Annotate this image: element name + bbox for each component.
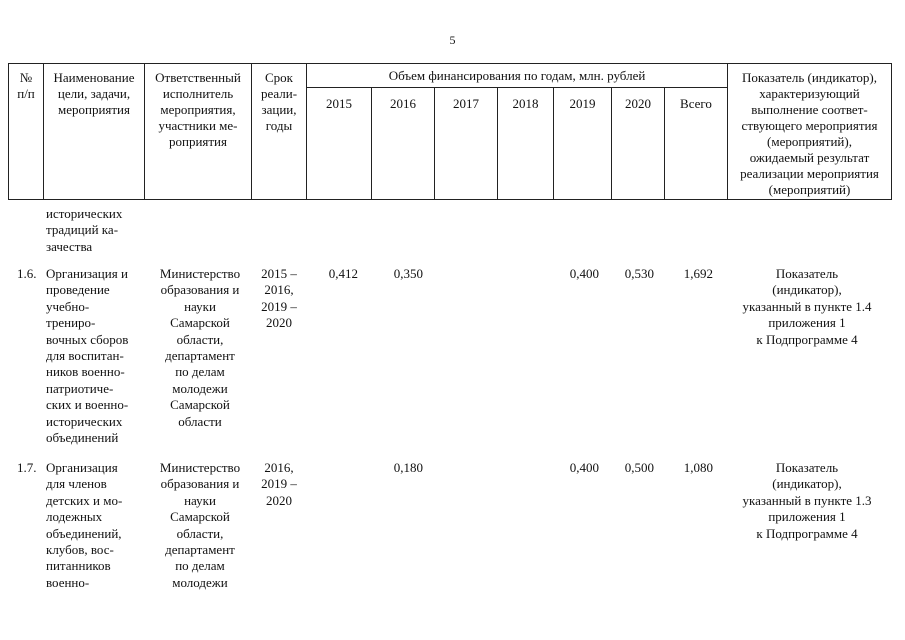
header-year-2020: 2020 [625,96,651,111]
header-year-cell [497,87,554,200]
header-year-cell [306,87,372,200]
header-num: № п/п [17,70,35,101]
header-year-2017: 2017 [453,96,479,111]
header-year-cell [664,87,728,200]
row-1-6-total: 1,692 [683,266,713,281]
header-total: Всего [680,96,712,111]
row-1-7-num: 1.7. [17,460,37,475]
header-year-2018: 2018 [512,96,539,111]
row-1-6-2020: 0,530 [624,266,654,281]
header-num-cell [8,63,44,200]
header-year-cell [611,87,665,200]
row-1-6-name: Организация и проведение учебно- трениро- вочных сборов для воспитан- ников военно- патриотиче- ских и военно- исторических объединений [46,266,129,446]
header-indicator-cell [727,63,892,200]
header-term: Срок реали- зации, годы [260,70,298,133]
header-funding: Объем финансирования по годам, млн. рублей [388,68,646,83]
row-1-6-term: 2015 – 2016, 2019 – 2020 [261,266,297,331]
row-1-6-indicator: Показатель (индикатор), указанный в пункте 1.4 приложения 1 к Подпрограмме 4 [742,266,872,347]
page-number: 5 [449,33,456,47]
header-year-2016: 2016 [390,96,416,111]
header-year-2019: 2019 [569,96,596,111]
row-1-7-total: 1,080 [683,460,713,475]
row-1-6-2015: 0,412 [328,266,358,281]
row-1-7-name: Организация для членов детских и мо- лодежных объединений, клубов, вос- питанников военно- [46,460,123,590]
continuation-name: исторических традиций ка- зачества [46,206,123,254]
header-indicator: Показатель (индикатор), характеризующий выполнение соответ- ствующего мероприятия (мероприятий), ожидаемый результат реализации мероприятия (мероприятий) [740,70,879,197]
header-year-cell [553,87,612,200]
header-year-cell [434,87,498,200]
header-name-cell [43,63,145,200]
row-1-7-executor: Министерство образования и науки Самарской области, департамент по делам молодежи [159,460,241,590]
row-1-6-num: 1.6. [17,266,37,281]
row-1-7-2020: 0,500 [624,460,654,475]
row-1-6-executor: Министерство образования и науки Самарской области, департамент по делам молодежи Самарской области [159,266,241,429]
header-executor-cell [144,63,252,200]
header-year-cell [371,87,435,200]
row-1-7-term: 2016, 2019 – 2020 [261,460,297,508]
header-executor: Ответственный исполнитель мероприятия, участники ме- роприятия [155,70,241,149]
header-funding-cell [306,63,728,88]
row-1-7-indicator: Показатель (индикатор), указанный в пункте 1.3 приложения 1 к Подпрограмме 4 [742,460,872,541]
row-1-7-2016: 0,180 [393,460,423,475]
row-1-7-2019: 0,400 [569,460,599,475]
header-term-cell [251,63,307,200]
row-1-6-2016: 0,350 [393,266,423,281]
header-year-2015: 2015 [326,96,352,111]
row-1-6-2019: 0,400 [569,266,599,281]
header-name: Наименование цели, задачи, мероприятия [53,70,135,117]
